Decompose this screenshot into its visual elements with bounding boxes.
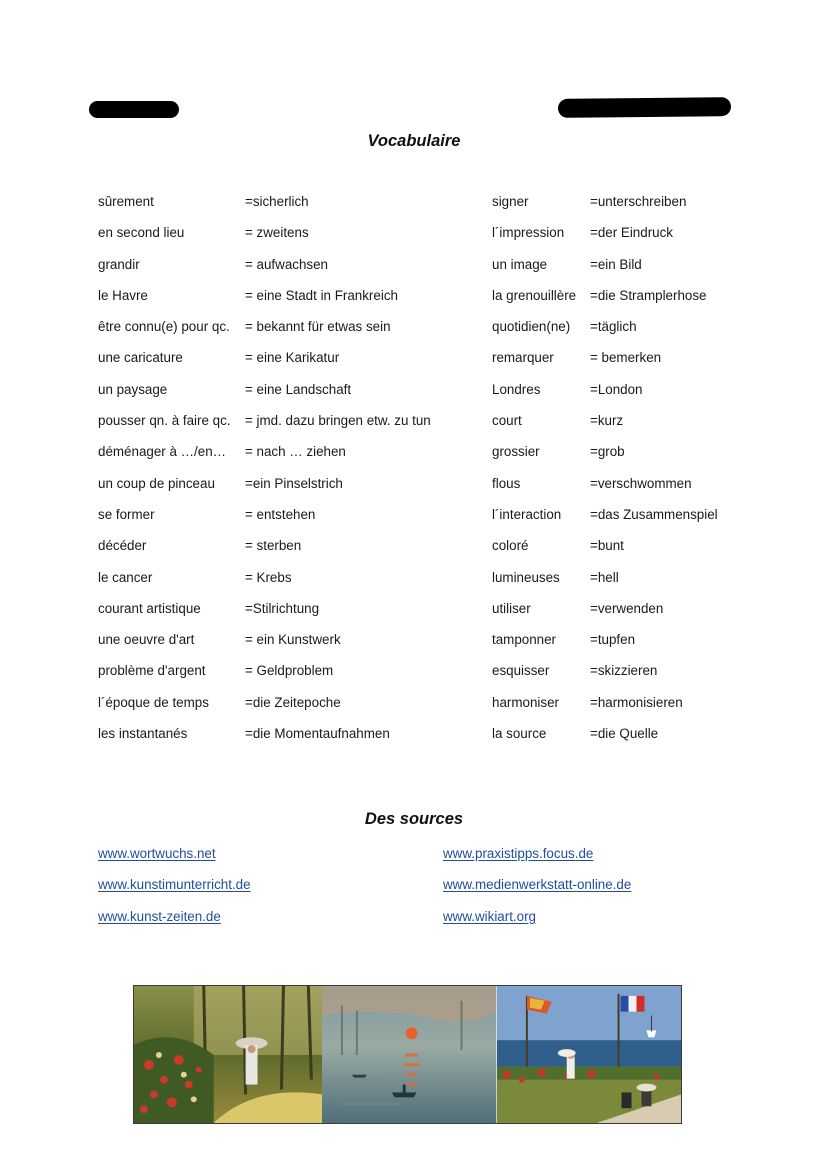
vocab-french-term: un image xyxy=(492,256,548,272)
garden-painting xyxy=(134,986,322,1123)
vocab-german-translation: = Krebs xyxy=(245,569,292,585)
vocab-german-translation: = bemerken xyxy=(590,350,662,366)
vocabulary-title: Vocabulaire xyxy=(367,132,461,150)
vocab-german-translation: =bunt xyxy=(590,538,624,554)
vocab-german-translation: =ein Bild xyxy=(590,256,642,272)
vocab-german-translation: =die Momentaufnahmen xyxy=(245,726,390,742)
vocab-german-translation: =London xyxy=(590,381,643,397)
redacted-name-block xyxy=(89,101,179,118)
vocab-german-translation: =die Quelle xyxy=(590,726,659,742)
vocab-french-term: harmoniser xyxy=(492,694,559,710)
vocab-german-translation: = sterben xyxy=(245,538,302,554)
vocab-german-translation: = bekannt für etwas sein xyxy=(245,319,391,335)
vocab-french-term: tamponner xyxy=(492,632,557,648)
vocab-french-term: utiliser xyxy=(492,600,531,616)
vocab-german-translation: =Stilrichtung xyxy=(245,600,320,616)
vocab-german-translation: =unterschreiben xyxy=(590,194,687,209)
source-links-right xyxy=(443,845,631,939)
vocab-french-term: une oeuvre d'art xyxy=(98,632,195,648)
vocab-german-translation: = Geldproblem xyxy=(245,663,334,679)
vocab-german-translation: =hell xyxy=(590,569,619,585)
vocab-french-term: grandir xyxy=(98,256,140,272)
vocab-french-term: courant artistique xyxy=(98,600,201,616)
vocab-french-term: l´époque de temps xyxy=(98,694,209,710)
vocab-french-term: en second lieu xyxy=(98,225,185,241)
vocab-german-translation: =die Zeitepoche xyxy=(245,694,341,710)
source-links-left xyxy=(98,845,251,939)
vocab-french-term: décéder xyxy=(98,538,147,554)
vocab-german-translation: =verwenden xyxy=(590,600,664,616)
redacted-info-block xyxy=(558,97,731,118)
vocab-german-translation: =ein Pinselstrich xyxy=(245,475,343,491)
vocab-french-term: une caricature xyxy=(98,350,183,366)
vocab-french-term: lumineuses xyxy=(492,569,560,585)
vocab-german-translation: = zweitens xyxy=(245,225,309,241)
vocab-french-term: quotidien(ne) xyxy=(492,319,571,335)
vocab-german-translation: = eine Karikatur xyxy=(245,350,340,366)
source-link[interactable]: www.wortwuchs.net xyxy=(98,846,216,861)
vocab-german-translation: =sicherlich xyxy=(245,194,309,209)
vocab-german-translation: =das Zusammenspiel xyxy=(590,506,718,522)
vocab-french-term: la grenouillère xyxy=(492,287,577,303)
vocab-french-term: le Havre xyxy=(98,287,148,303)
vocab-french-term: le cancer xyxy=(98,569,153,585)
vocab-french-term: esquisser xyxy=(492,663,550,679)
painting-strip xyxy=(133,985,682,1124)
vocab-german-translation: = entstehen xyxy=(245,506,316,522)
vocab-german-translation: = nach … ziehen xyxy=(245,444,346,460)
sunrise-harbor-painting xyxy=(322,986,496,1123)
vocab-french-term: déménager à …/en… xyxy=(98,444,227,460)
vocab-french-term: sûrement xyxy=(98,194,154,209)
vocab-french-term: Londres xyxy=(492,381,541,397)
vocab-german-translation: =täglich xyxy=(590,319,637,335)
vocab-french-term: court xyxy=(492,413,522,429)
vocab-german-translation: =grob xyxy=(590,444,625,460)
vocab-german-translation: = ein Kunstwerk xyxy=(245,632,341,648)
source-link[interactable]: www.medienwerkstatt-online.de xyxy=(443,877,632,893)
vocab-french-term: être connu(e) pour qc. xyxy=(98,319,230,335)
vocab-german-translation: =tupfen xyxy=(590,632,636,648)
vocab-french-term: l´interaction xyxy=(492,506,562,522)
vocab-german-translation: =skizzieren xyxy=(590,663,658,679)
vocab-german-translation: =kurz xyxy=(590,413,624,429)
vocab-french-term: les instantanés xyxy=(98,726,188,742)
source-link[interactable]: www.wikiart.org xyxy=(443,908,537,924)
vocab-french-term: signer xyxy=(492,194,529,209)
vocab-french-term: flous xyxy=(492,475,521,491)
vocab-german-translation: = aufwachsen xyxy=(245,256,329,272)
vocab-german-translation: = jmd. dazu bringen etw. zu tun xyxy=(245,413,431,429)
source-link[interactable]: www.kunst-zeiten.de xyxy=(98,908,221,924)
sources-title: Des sources xyxy=(364,810,464,828)
vocab-german-translation: = eine Stadt in Frankreich xyxy=(245,287,398,303)
vocab-french-term: pousser qn. à faire qc. xyxy=(98,413,231,429)
vocab-german-translation: =der Eindruck xyxy=(590,225,673,241)
vocab-german-translation: = eine Landschaft xyxy=(245,381,352,397)
vocab-french-term: coloré xyxy=(492,538,529,554)
vocab-french-term: un coup de pinceau xyxy=(98,475,215,491)
source-link[interactable]: www.praxistipps.focus.de xyxy=(443,846,594,861)
vocab-french-term: l´impression xyxy=(492,225,565,241)
terrace-seaside-painting xyxy=(497,986,681,1123)
vocab-french-term: problème d'argent xyxy=(98,663,206,679)
source-link[interactable]: www.kunstimunterricht.de xyxy=(98,877,251,893)
vocab-german-translation: =harmonisieren xyxy=(590,694,683,710)
vocab-french-term: la source xyxy=(492,726,547,742)
vocab-french-term: se former xyxy=(98,506,155,522)
vocab-french-term: grossier xyxy=(492,444,540,460)
vocab-french-term: remarquer xyxy=(492,350,554,366)
vocab-german-translation: =verschwommen xyxy=(590,475,692,491)
vocab-french-term: un paysage xyxy=(98,381,168,397)
vocab-german-translation: =die Stramplerhose xyxy=(590,287,707,303)
